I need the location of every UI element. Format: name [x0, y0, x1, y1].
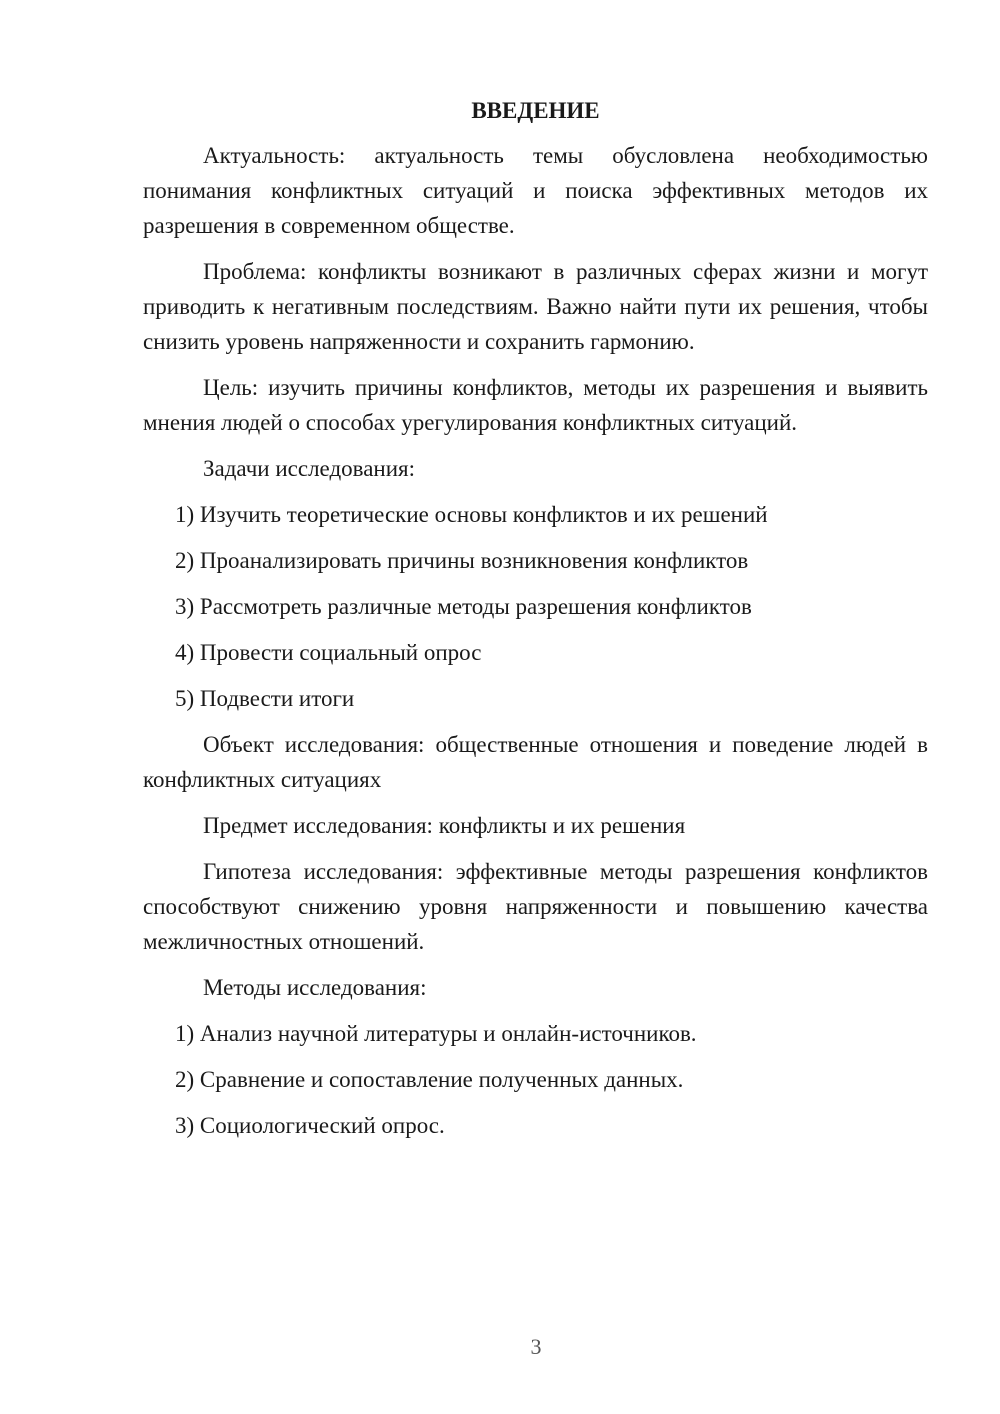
list-item: 4) Провести социальный опрос — [175, 640, 482, 665]
list-item: 5) Подвести итоги — [175, 686, 355, 711]
subject-paragraph: Предмет исследования: конфликты и их решения — [203, 813, 686, 838]
list-item: 2) Проанализировать причины возникновения конфликтов — [175, 548, 749, 573]
list-item: 1) Изучить теоретические основы конфликтов и их решений — [175, 502, 768, 527]
tasks-list — [143, 497, 928, 716]
object-paragraph: Объект исследования: общественные отношения и поведение людей в конфликтных ситуациях — [143, 732, 928, 792]
section-title: ВВЕДЕНИЕ — [471, 98, 600, 123]
list-item: 3) Рассмотреть различные методы разрешения конфликтов — [175, 594, 752, 619]
document-body — [143, 93, 928, 1154]
hypothesis-paragraph: Гипотеза исследования: эффективные методы разрешения конфликтов способствуют снижению уровня напряженности и повышению качества межличностных отношений. — [143, 859, 928, 954]
problem-paragraph: Проблема: конфликты возникают в различных сферах жизни и могут приводить к негативным последствиям. Важно найти пути их решения, чтобы снизить уровень напряженности и сохранить гармонию. — [143, 259, 928, 354]
page-number: 3 — [530, 1334, 542, 1359]
list-item: 3) Социологический опрос. — [175, 1113, 445, 1138]
list-item: 1) Анализ научной литературы и онлайн-источников. — [175, 1021, 697, 1046]
list-item: 2) Сравнение и сопоставление полученных данных. — [175, 1067, 684, 1092]
methods-heading: Методы исследования: — [203, 975, 427, 1000]
goal-paragraph: Цель: изучить причины конфликтов, методы их разрешения и выявить мнения людей о способах урегулирования конфликтных ситуаций. — [143, 375, 928, 435]
relevance-paragraph: Актуальность: актуальность темы обусловлена необходимостью понимания конфликтных ситуаций и поиска эффективных методов их разрешения в современном обществе. — [143, 143, 928, 238]
methods-list — [143, 1016, 928, 1143]
tasks-heading: Задачи исследования: — [203, 456, 416, 481]
